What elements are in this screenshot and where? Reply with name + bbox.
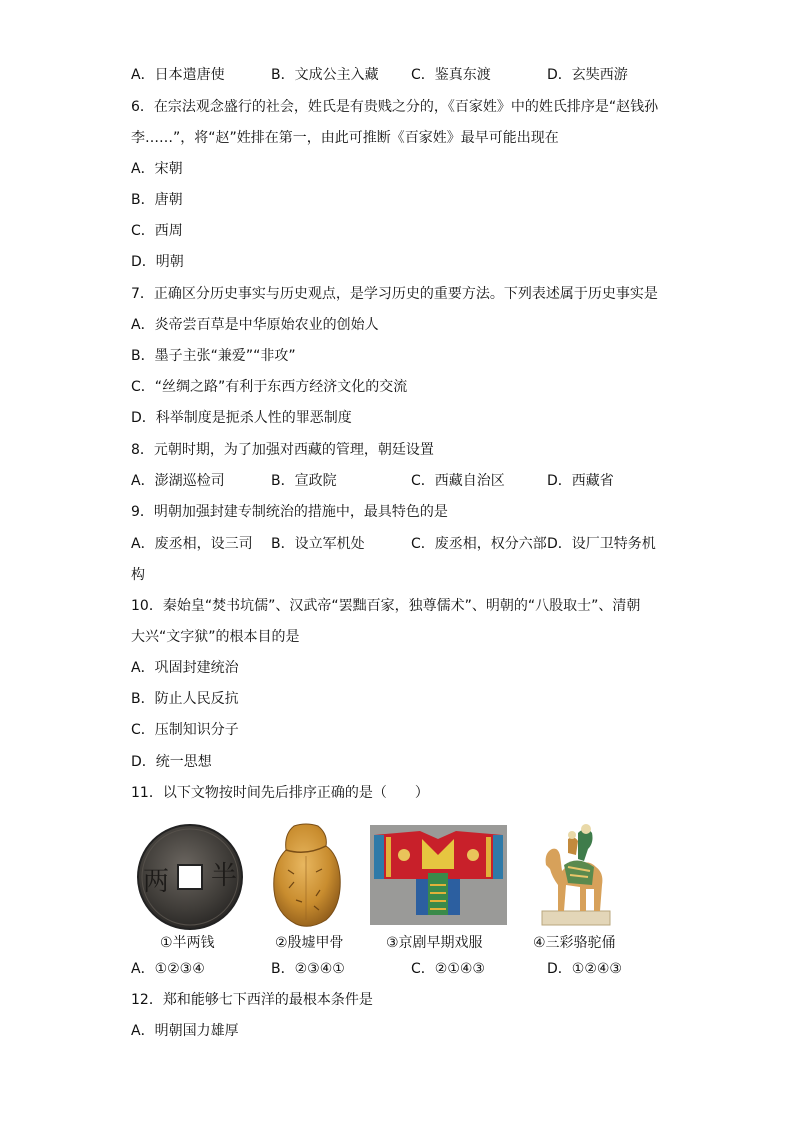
ban-liang-coin-image <box>134 822 246 932</box>
q9-option-b: B．设立军机处 <box>271 536 365 552</box>
q12-option-a: A．明朝国力雄厚 <box>131 1023 239 1039</box>
q11-option-a: A．①②③④ <box>131 961 205 977</box>
q10-option-a: A．巩固封建统治 <box>131 660 239 676</box>
q7-stem: 7．正确区分历史事实与历史观点，是学习历史的重要方法。下列表述属于历史事实是 <box>131 286 658 302</box>
opera-costume-image <box>370 825 507 925</box>
caption-ban-liang-coin: ①半两钱 <box>160 935 215 951</box>
oracle-bone-image <box>266 820 346 932</box>
q9-stem: 9．明朝加强封建专制统治的措施中，最具特色的是 <box>131 504 448 520</box>
q10-stem-line1: 10．秦始皇“焚书坑儒”、汉武帝“罢黜百家，独尊儒术”、明朝的“八股取士”、清朝 <box>131 598 641 614</box>
q6-stem-line1: 6．在宗法观念盛行的社会，姓氏是有贵贱之分的，《百家姓》中的姓氏排序是“赵钱孙 <box>131 99 659 115</box>
caption-oracle-bone: ②殷墟甲骨 <box>275 935 344 951</box>
q7-option-c: C．“丝绸之路”有利于东西方经济文化的交流 <box>131 379 408 395</box>
q7-option-b: B．墨子主张“兼爱”“非攻” <box>131 348 296 364</box>
q5-option-b: B．文成公主入藏 <box>271 67 379 83</box>
coin-char-liang: 两 <box>142 867 170 897</box>
q6-option-c: C．西周 <box>131 223 183 239</box>
q5-option-c: C．鉴真东渡 <box>411 67 491 83</box>
q8-stem: 8．元朝时期，为了加强对西藏的管理，朝廷设置 <box>131 442 434 458</box>
q9-option-d: D．设厂卫特务机 <box>547 536 656 552</box>
q11-stem: 11．以下文物按时间先后排序正确的是（ ） <box>131 785 429 801</box>
q6-option-d: D．明朝 <box>131 254 184 270</box>
q5-option-d: D．玄奘西游 <box>547 67 628 83</box>
q9-option-a: A．废丞相，设三司 <box>131 536 253 552</box>
sancai-camel-image <box>538 815 614 927</box>
q8-option-d: D．西藏省 <box>547 473 614 489</box>
q10-option-b: B．防止人民反抗 <box>131 691 239 707</box>
q6-stem-line2: 李……”，将“赵”姓排在第一，由此可推断《百家姓》最早可能出现在 <box>131 130 559 146</box>
q10-stem-line2: 大兴“文字狱”的根本目的是 <box>131 629 300 645</box>
q12-stem: 12．郑和能够七下西洋的最根本条件是 <box>131 992 373 1008</box>
q6-option-a: A．宋朝 <box>131 161 183 177</box>
q8-option-a: A．澎湖巡检司 <box>131 473 225 489</box>
caption-opera-costume: ③京剧早期戏服 <box>386 935 483 951</box>
caption-sancai-camel: ④三彩骆驼俑 <box>533 935 616 951</box>
q8-option-b: B．宣政院 <box>271 473 337 489</box>
coin-char-ban: 半 <box>210 861 238 891</box>
q7-option-d: D．科举制度是扼杀人性的罪恶制度 <box>131 410 352 426</box>
q8-option-c: C．西藏自治区 <box>411 473 505 489</box>
q7-option-a: A．炎帝尝百草是中华原始农业的创始人 <box>131 317 379 333</box>
q5-option-a: A．日本遣唐使 <box>131 67 225 83</box>
q9-option-c: C．废丞相，权分六部 <box>411 536 547 552</box>
q9-option-d-continued: 构 <box>131 567 145 583</box>
q10-option-c: C．压制知识分子 <box>131 722 239 738</box>
q6-option-b: B．唐朝 <box>131 192 183 208</box>
q11-option-b: B．②③④① <box>271 961 345 977</box>
q11-option-c: C．②①④③ <box>411 961 485 977</box>
q11-option-d: D．①②④③ <box>547 961 622 977</box>
q10-option-d: D．统一思想 <box>131 754 212 770</box>
